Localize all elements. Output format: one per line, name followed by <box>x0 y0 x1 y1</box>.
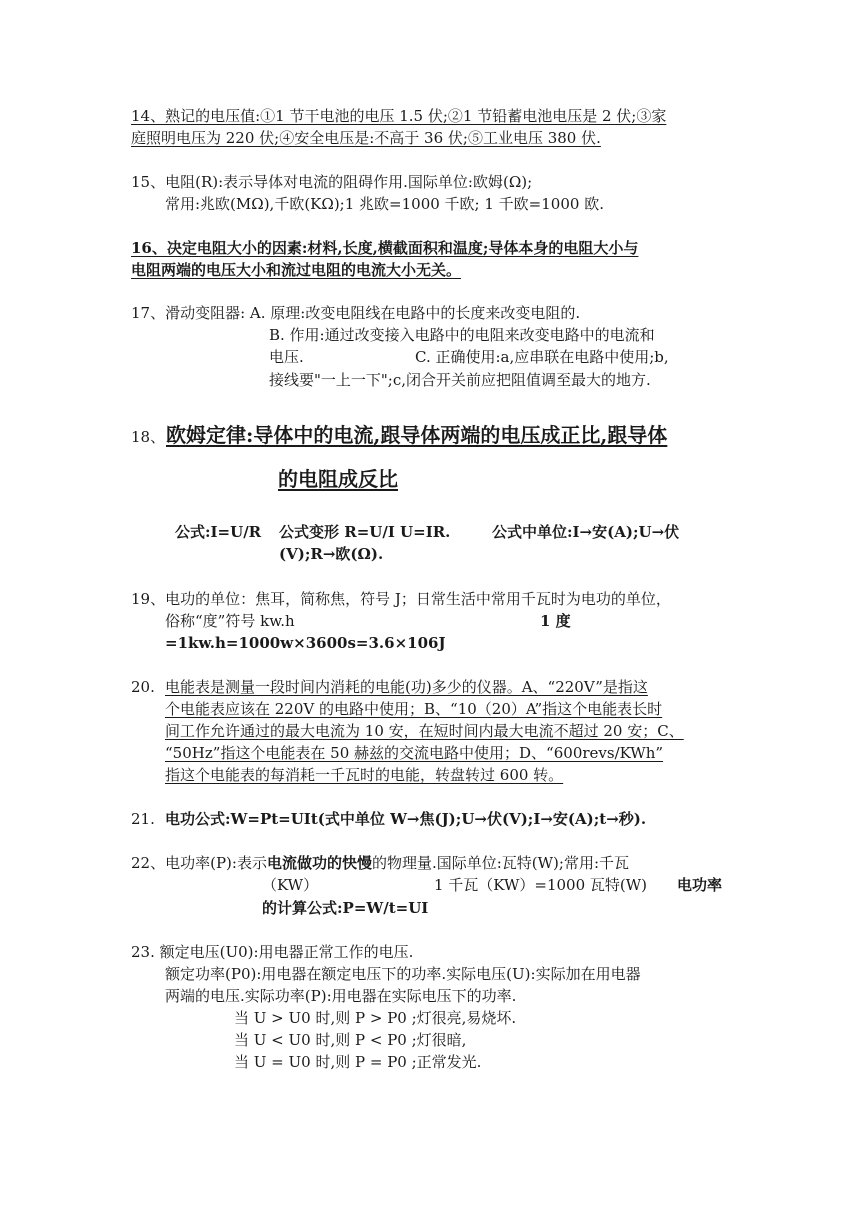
item-19-line-3: =1kw.h=1000w×3600s=3.6×106J <box>165 634 446 652</box>
item-15-line-1: 15、电阻(R):表示导体对电流的阻碍作用.国际单位:欧姆(Ω); <box>131 173 533 191</box>
item-22-line-1 <box>131 853 629 873</box>
item-18-formula-variant: 公式变形 R=U/I U=IR. <box>279 523 451 541</box>
item-20-number: 20. <box>131 678 155 696</box>
item-16-line-2: 电阻两端的电压大小和流过电阻的电流大小无关。 <box>131 261 462 279</box>
item-21-line-1: 电功公式:W=Pt=UIt(式中单位 W→焦(J);U→伏(V);I→安(A);t→秒). <box>165 810 647 828</box>
item-23-case-1: 当 U > U0 时,则 P > P0 ;灯很亮,易烧坏. <box>234 1009 517 1027</box>
item-22-kw: （KW） <box>262 876 319 894</box>
item-20-line-2: 个电能表应该在 220V 的电路中使用；B、“10（20）A”指这个电能表长时 <box>165 700 663 718</box>
item-14-line-2: 庭照明电压为 220 伏;④安全电压是:不高于 36 伏;⑤工业电压 380 伏. <box>131 129 601 147</box>
item-17-line-1: 17、滑动变阻器: A. 原理:改变电阻线在电路中的长度来改变电阻的. <box>131 304 581 322</box>
item-22-suffix: 的物理量.国际单位:瓦特(W);常用:千瓦 <box>371 854 630 872</box>
item-23-line-2: 额定功率(P0):用电器在额定电压下的功率.实际电压(U):实际加在用电器 <box>165 965 641 983</box>
item-23-case-2: 当 U < U0 时,则 P < P0 ;灯很暗, <box>234 1031 467 1049</box>
item-20-line-3: 间工作允许通过的最大电流为 10 安，在短时间内最大电流不超过 20 安；C、 <box>165 722 684 740</box>
item-22-power-label: 电功率 <box>677 876 723 894</box>
item-19-line-2: 俗称“度”符号 kw.h <box>165 612 295 630</box>
item-20-line-5: 指这个电能表的每消耗一千瓦时的电能，转盘转过 600 转。 <box>165 766 564 784</box>
item-22-emphasis: 电流做功的快慢 <box>266 854 372 872</box>
item-19-degree: 1 度 <box>540 612 571 630</box>
item-15-line-2: 常用:兆欧(MΩ),千欧(KΩ);1 兆欧=1000 千欧; 1 千欧=1000 欧. <box>165 195 604 213</box>
item-18-formula: 公式:I=U/R <box>175 523 262 541</box>
item-17-line-3a: 电压. <box>269 348 304 366</box>
item-21-number: 21. <box>131 810 155 828</box>
item-23-line-3: 两端的电压.实际功率(P):用电器在实际电压下的功率. <box>165 987 517 1005</box>
item-22-prefix: 22、电功率(P):表示 <box>131 854 267 872</box>
item-19-line-1: 19、电功的单位：焦耳，简称焦，符号 J；日常生活中常用千瓦时为电功的单位， <box>131 590 671 608</box>
item-18-line-2: 的电阻成反比 <box>278 467 398 491</box>
item-22-conversion: 1 千瓦（KW）=1000 瓦特(W) <box>434 876 648 894</box>
item-16-line-1: 16、决定电阻大小的因素:材料,长度,横截面积和温度;导体本身的电阻大小与 <box>131 239 639 257</box>
item-14-line-1: 14、熟记的电压值:①1 节干电池的电压 1.5 伏;②1 节铅蓄电池电压是 2 伏;③家 <box>131 107 667 125</box>
item-17-line-2: B. 作用:通过改变接入电路中的电阻来改变电路中的电流和 <box>269 326 655 344</box>
item-18-units: 公式中单位:I→安(A);U→伏 <box>492 523 680 541</box>
item-18-number: 18、 <box>131 428 166 446</box>
item-20-line-1: 电能表是测量一段时间内消耗的电能(功)多少的仪器。A、“220V”是指这 <box>165 678 648 696</box>
item-22-line-3: 的计算公式:P=W/t=UI <box>262 899 429 917</box>
item-17-line-4: 接线要"一上一下";c,闭合开关前应把阻值调至最大的地方. <box>269 371 651 389</box>
item-23-line-1: 23. 额定电压(U0):用电器正常工作的电压. <box>131 943 414 961</box>
item-23-case-3: 当 U = U0 时,则 P = P0 ;正常发光. <box>234 1053 482 1071</box>
item-17-line-3b: C. 正确使用:a,应串联在电路中使用;b, <box>415 348 669 366</box>
item-18-line-1: 欧姆定律:导体中的电流,跟导体两端的电压成正比,跟导体 <box>166 423 668 447</box>
item-20-line-4: “50Hz”指这个电能表在 50 赫兹的交流电路中使用；D、“600revs/KWh” <box>165 744 664 762</box>
item-18-units-cont: (V);R→欧(Ω). <box>279 545 384 563</box>
